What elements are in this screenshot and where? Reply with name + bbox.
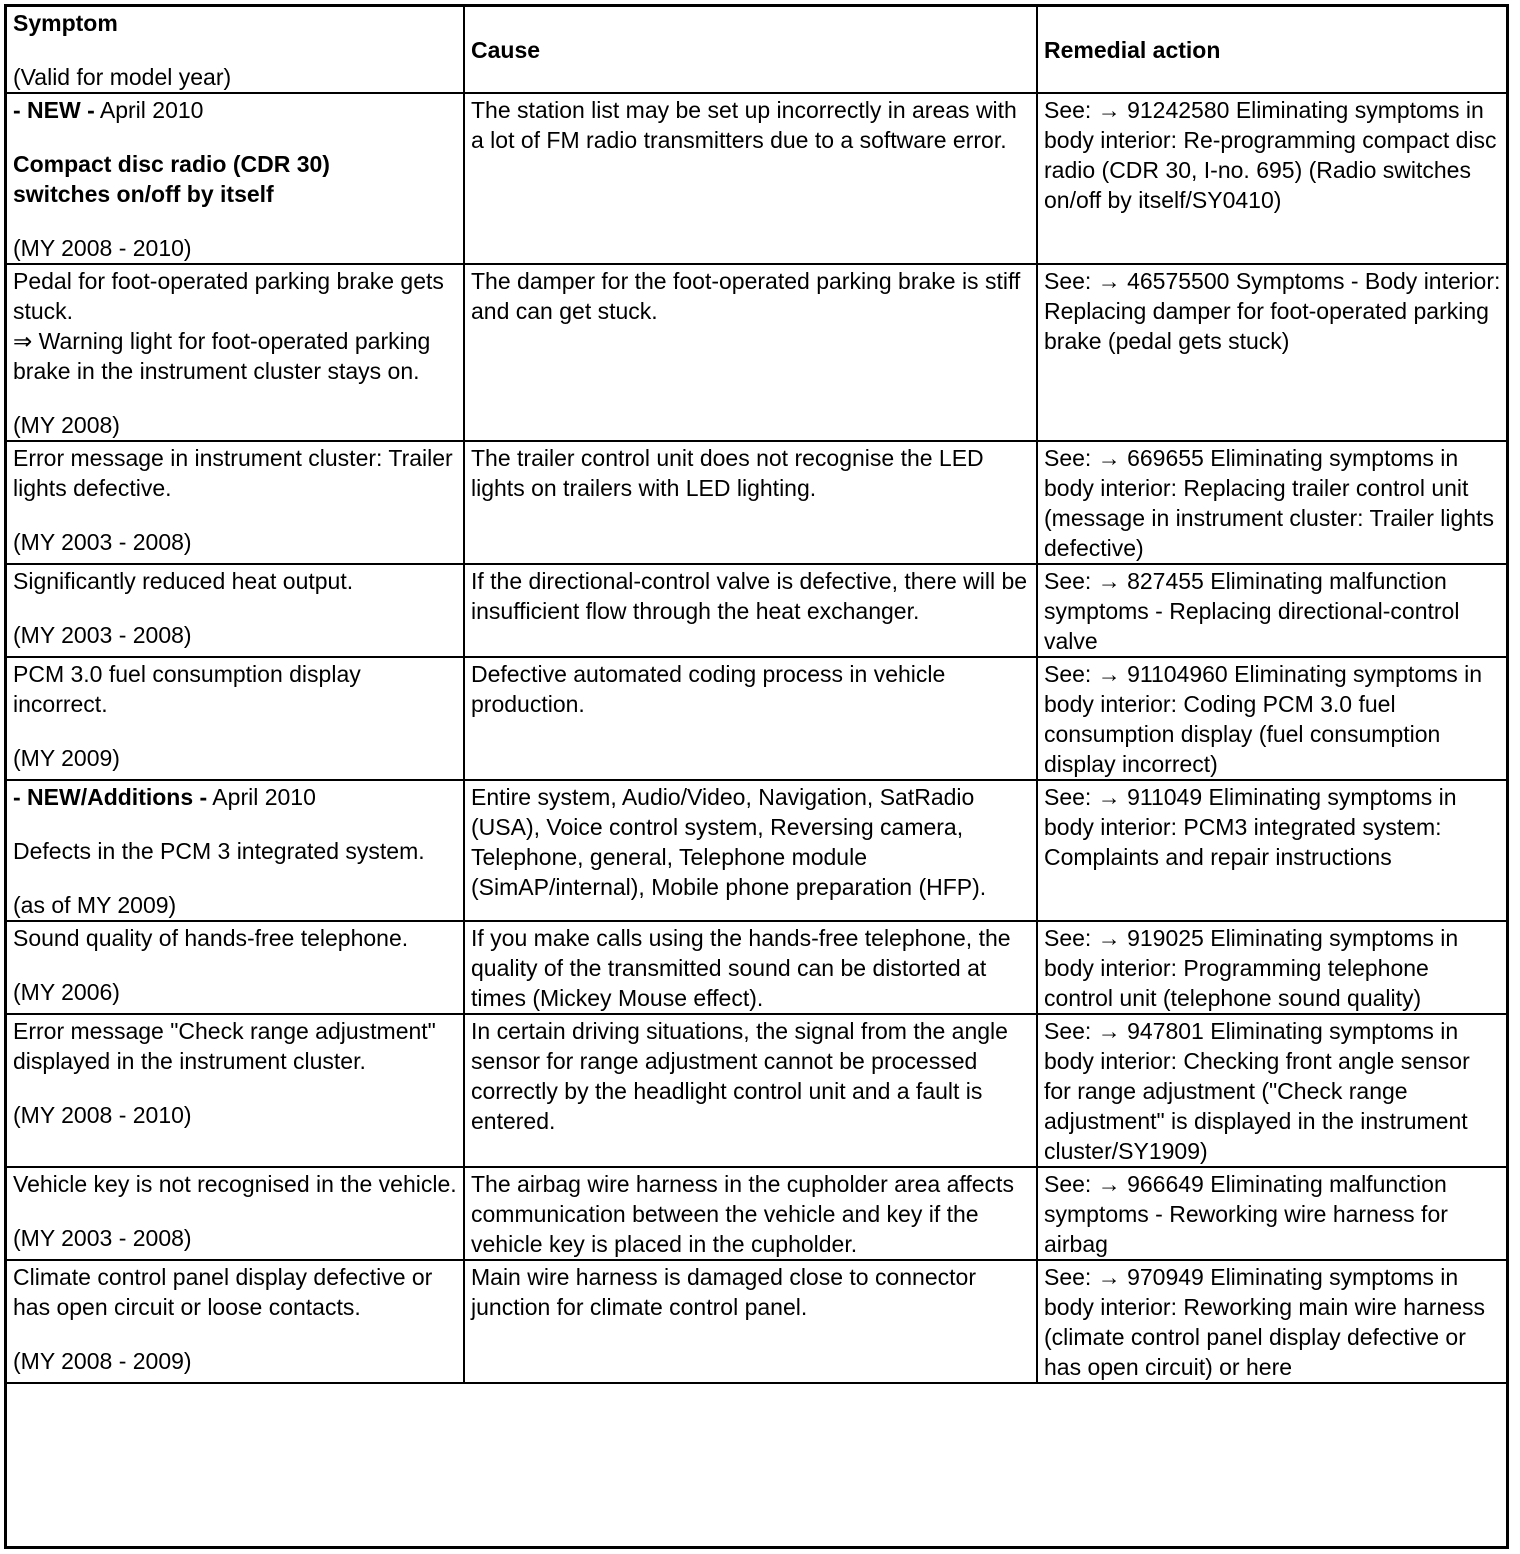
cause-cell: Entire system, Audio/Video, Navigation, SatRadio (USA), Voice control system, Reversing camera, Telephone, general, Telephone module (SimAP/internal), Mobile phone preparation (HFP). (464, 780, 1037, 921)
table-row (7, 264, 1506, 441)
model-year: (MY 2008) (13, 412, 120, 438)
symptom-text: Climate control panel display defective or has open circuit or loose contacts. (13, 1264, 433, 1320)
cause-cell: The damper for the foot-operated parking brake is stiff and can get stuck. (464, 264, 1037, 441)
table-row (7, 93, 1506, 264)
cause-cell: If the directional-control valve is defective, there will be insufficient flow through the heat exchanger. (464, 564, 1037, 657)
table-row (7, 921, 1506, 1014)
table-row (7, 441, 1506, 564)
document-page (4, 4, 1509, 1549)
model-year: (as of MY 2009) (13, 892, 177, 918)
model-year: (MY 2008 - 2009) (13, 1348, 192, 1374)
symptom-table (7, 7, 1506, 1384)
header-cause: Cause (464, 7, 1037, 93)
table-row (7, 1014, 1506, 1167)
header-valid-for: (Valid for model year) (13, 64, 232, 90)
symptom-cell (7, 93, 464, 264)
symptom-title-line2: switches on/off by itself (13, 181, 274, 207)
model-year: (MY 2003 - 2008) (13, 622, 192, 648)
table-header-row (7, 7, 1506, 93)
symptom-cell (7, 1014, 464, 1167)
symptom-cell (7, 780, 464, 921)
new-date: April 2010 (94, 97, 204, 123)
cause-cell: In certain driving situations, the signal from the angle sensor for range adjustment cannot be processed correctly by the headlight control unit and a fault is entered. (464, 1014, 1037, 1167)
table-row (7, 1167, 1506, 1260)
symptom-title (13, 149, 459, 209)
new-note (13, 95, 459, 125)
cause-cell: The trailer control unit does not recognise the LED lights on trailers with LED lighting. (464, 441, 1037, 564)
symptom-text: PCM 3.0 fuel consumption display incorrect. (13, 661, 361, 717)
header-symptom-cell (7, 7, 464, 93)
remedial-link[interactable]: See: → 91104960 Eliminating symptoms in body interior: Coding PCM 3.0 fuel consumption display (fuel consumption display incorrect) (1037, 657, 1506, 780)
remedial-link[interactable]: See: → 46575500 Symptoms - Body interior: Replacing damper for foot-operated parking brake (pedal gets stuck) (1037, 264, 1506, 441)
remedial-link[interactable]: See: → 966649 Eliminating malfunction symptoms - Reworking wire harness for airbag (1037, 1167, 1506, 1260)
symptom-text: Defects in the PCM 3 integrated system. (13, 838, 425, 864)
symptom-cell (7, 921, 464, 1014)
symptom-text: Error message in instrument cluster: Trailer lights defective. (13, 445, 453, 501)
cause-cell: Main wire harness is damaged close to connector junction for climate control panel. (464, 1260, 1037, 1383)
remedial-link[interactable]: See: → 911049 Eliminating symptoms in body interior: PCM3 integrated system: Complaints and repair instructions (1037, 780, 1506, 921)
symptom-cell (7, 441, 464, 564)
new-date: April 2010 (207, 784, 316, 810)
symptom-cell (7, 1167, 464, 1260)
new-prefix: - NEW - (13, 97, 95, 123)
remedial-link[interactable]: See: → 669655 Eliminating symptoms in body interior: Replacing trailer control unit (message in instrument cluster: Trailer lights defective) (1037, 441, 1506, 564)
remedial-link[interactable]: See: → 919025 Eliminating symptoms in body interior: Programming telephone control unit (telephone sound quality) (1037, 921, 1506, 1014)
table-row (7, 657, 1506, 780)
remedial-link[interactable]: See: → 91242580 Eliminating symptoms in body interior: Re-programming compact disc radio (CDR 30, I-no. 695) (Radio switches on/off by itself/SY0410) (1037, 93, 1506, 264)
cause-cell: Defective automated coding process in vehicle production. (464, 657, 1037, 780)
symptom-title-line1: Compact disc radio (CDR 30) (13, 151, 330, 177)
table-row (7, 1260, 1506, 1383)
new-note (13, 782, 459, 812)
symptom-text: Significantly reduced heat output. (13, 568, 354, 594)
cause-cell: The airbag wire harness in the cupholder area affects communication between the vehicle and key if the vehicle key is placed in the cupholder. (464, 1167, 1037, 1260)
symptom-text: Sound quality of hands-free telephone. (13, 925, 409, 951)
table-row (7, 780, 1506, 921)
remedial-link[interactable]: See: → 827455 Eliminating malfunction symptoms - Replacing directional-control valve (1037, 564, 1506, 657)
header-remedial: Remedial action (1037, 7, 1506, 93)
symptom-cell (7, 564, 464, 657)
model-year: (MY 2008 - 2010) (13, 1102, 192, 1128)
symptom-cell (7, 264, 464, 441)
symptom-cell (7, 657, 464, 780)
header-symptom: Symptom (13, 10, 118, 36)
symptom-text-result: ⇒ Warning light for foot-operated parking brake in the instrument cluster stays on. (13, 328, 431, 384)
table-row (7, 564, 1506, 657)
symptom-text: Vehicle key is not recognised in the vehicle. (13, 1171, 457, 1197)
model-year: (MY 2003 - 2008) (13, 529, 192, 555)
remedial-link[interactable]: See: → 947801 Eliminating symptoms in body interior: Checking front angle sensor for range adjustment ("Check range adjustment" is displayed in the instrument cluster/SY1909) (1037, 1014, 1506, 1167)
symptom-cell (7, 1260, 464, 1383)
model-year: (MY 2008 - 2010) (13, 235, 192, 261)
symptom-text: Error message "Check range adjustment" displayed in the instrument cluster. (13, 1018, 436, 1074)
remedial-link[interactable]: See: → 970949 Eliminating symptoms in body interior: Reworking main wire harness (climate control panel display defective or has open circuit) or here (1037, 1260, 1506, 1383)
cause-cell: The station list may be set up incorrectly in areas with a lot of FM radio transmitters due to a software error. (464, 93, 1037, 264)
symptom-text: Pedal for foot-operated parking brake gets stuck. (13, 268, 444, 324)
new-prefix: - NEW/Additions - (13, 784, 208, 810)
model-year: (MY 2003 - 2008) (13, 1225, 192, 1251)
cause-cell: If you make calls using the hands-free telephone, the quality of the transmitted sound can be distorted at times (Mickey Mouse effect). (464, 921, 1037, 1014)
model-year: (MY 2009) (13, 745, 120, 771)
model-year: (MY 2006) (13, 979, 120, 1005)
